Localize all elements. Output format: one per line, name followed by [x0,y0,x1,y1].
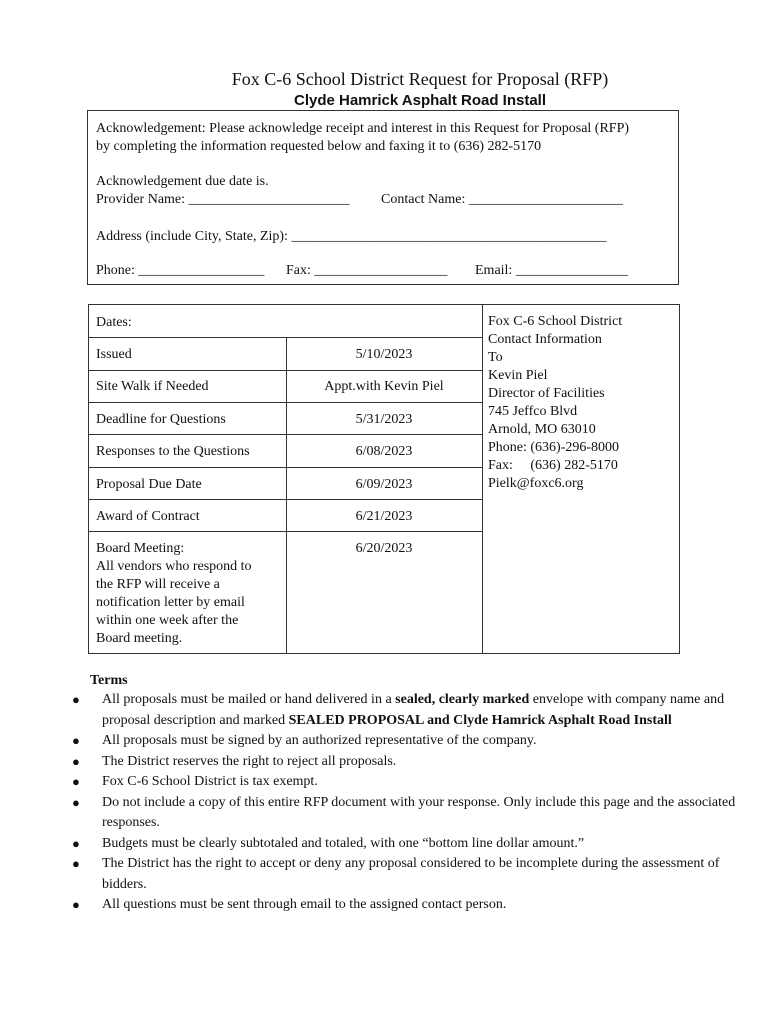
terms-item [70,731,740,752]
terms-item [70,895,740,916]
terms-item [70,834,740,855]
bullet-icon: ● [72,794,80,810]
board-meeting-line: Board meeting. [96,631,183,646]
terms-item [70,854,740,895]
date-value-board-meeting: 6/20/2023 [355,541,413,556]
row-divider [89,434,482,435]
contact-line: 745 Jeffco Blvd [488,404,578,419]
terms-item [70,793,740,834]
terms-text: envelope with company name and proposal description and marked [102,692,725,728]
date-value-issued: 5/10/2023 [355,347,413,362]
bullet-icon: ● [72,856,80,871]
date-label-award: Award of Contract [96,509,200,524]
terms-text: Budgets must be clearly subtotaled and totaled, with one “bottom line dollar amount.” [102,835,585,851]
row-divider [89,337,482,338]
board-meeting-line: within one week after the [96,613,239,628]
terms-text: The District has the right to accept or deny any proposal considered to be incomplete during the assessment of bidders. [102,856,720,892]
terms-emphasis: SEALED PROPOSAL and Clyde Hamrick Asphalt Road Install [288,712,672,728]
contact-name-field[interactable]: Contact Name: ______________________ [381,192,623,207]
date-label-questions-deadline: Deadline for Questions [96,412,226,427]
ack-due-date: Acknowledgement due date is. [96,174,269,189]
terms-list [70,690,740,916]
column-divider [482,305,483,653]
terms-text: Fox C-6 School District is tax exempt. [102,774,318,789]
date-label-proposal-due: Proposal Due Date [96,477,202,492]
contact-line: Kevin Piel [488,368,548,383]
terms-text: The District reserves the right to reject all proposals. [102,753,397,769]
contact-line: To [488,350,503,365]
date-label-site-walk: Site Walk if Needed [96,379,209,394]
ack-line-2: by completing the information requested below and faxing it to (636) 282-5170 [96,139,542,154]
row-divider [89,402,482,403]
contact-line: Fax: (636) 282-5170 [488,458,618,473]
row-divider [89,467,482,468]
contact-info [488,313,673,493]
terms-item [70,752,740,773]
ack-line-1: Acknowledgement: Please acknowledge receipt and interest in this Request for Proposal (RFP) [96,121,630,136]
terms-text: All proposals must be signed by an authorized representative of the company. [102,733,537,748]
terms-heading: Terms [90,673,128,688]
dates-table [88,304,680,654]
contact-line: Director of Facilities [488,386,605,401]
bullet-icon: ● [72,774,80,789]
terms-emphasis: sealed, clearly marked [395,692,530,707]
fax-field[interactable]: Fax: ___________________ [286,263,448,278]
row-divider [89,499,482,500]
bullet-icon: ● [72,692,80,707]
date-label-responses: Responses to the Questions [96,444,250,459]
date-label-issued: Issued [96,347,132,362]
date-value-responses: 6/08/2023 [355,444,413,459]
board-meeting-line: Board Meeting: [96,541,185,556]
board-meeting-line: the RFP will receive a [96,577,220,592]
board-meeting-line: All vendors who respond to [96,559,252,574]
bullet-icon: ● [72,835,80,851]
date-value-questions-deadline: 5/31/2023 [355,412,413,427]
contact-line: Contact Information [488,332,602,347]
address-field[interactable]: Address (include City, State, Zip): _____________________________________________ [96,229,607,244]
terms-text: All questions must be sent through email to the assigned contact person. [102,897,507,912]
bullet-icon: ● [72,897,80,912]
terms-item [70,690,740,731]
document-title: Fox C-6 School District Request for Proposal (RFP) [231,69,609,89]
date-value-site-walk: Appt.with Kevin Piel [324,379,444,394]
row-divider [89,370,482,371]
row-divider [89,531,482,532]
contact-line: Phone: (636)-296-8000 [488,440,620,455]
date-value-award: 6/21/2023 [355,509,413,524]
bullet-icon: ● [72,733,80,748]
bullet-icon: ● [72,753,80,769]
email-field[interactable]: Email: ________________ [475,263,628,278]
document-subtitle: Clyde Hamrick Asphalt Road Install [293,92,546,109]
contact-line: Arnold, MO 63010 [488,422,596,437]
contact-email-link[interactable]: Pielk@foxc6.org [488,476,584,491]
provider-name-field[interactable]: Provider Name: _______________________ [96,192,350,207]
terms-text: Do not include a copy of this entire RFP document with your response. Only include this page and the associated responses. [102,794,736,830]
phone-field[interactable]: Phone: __________________ [96,263,265,278]
date-value-proposal-due: 6/09/2023 [355,477,413,492]
board-meeting-line: notification letter by email [96,595,245,610]
contact-line: Fox C-6 School District [488,314,623,329]
terms-item [70,772,740,793]
terms-text: All proposals must be mailed or hand delivered in a [102,692,396,707]
dates-header: Dates: [96,315,132,330]
acknowledgement-box [87,110,679,285]
